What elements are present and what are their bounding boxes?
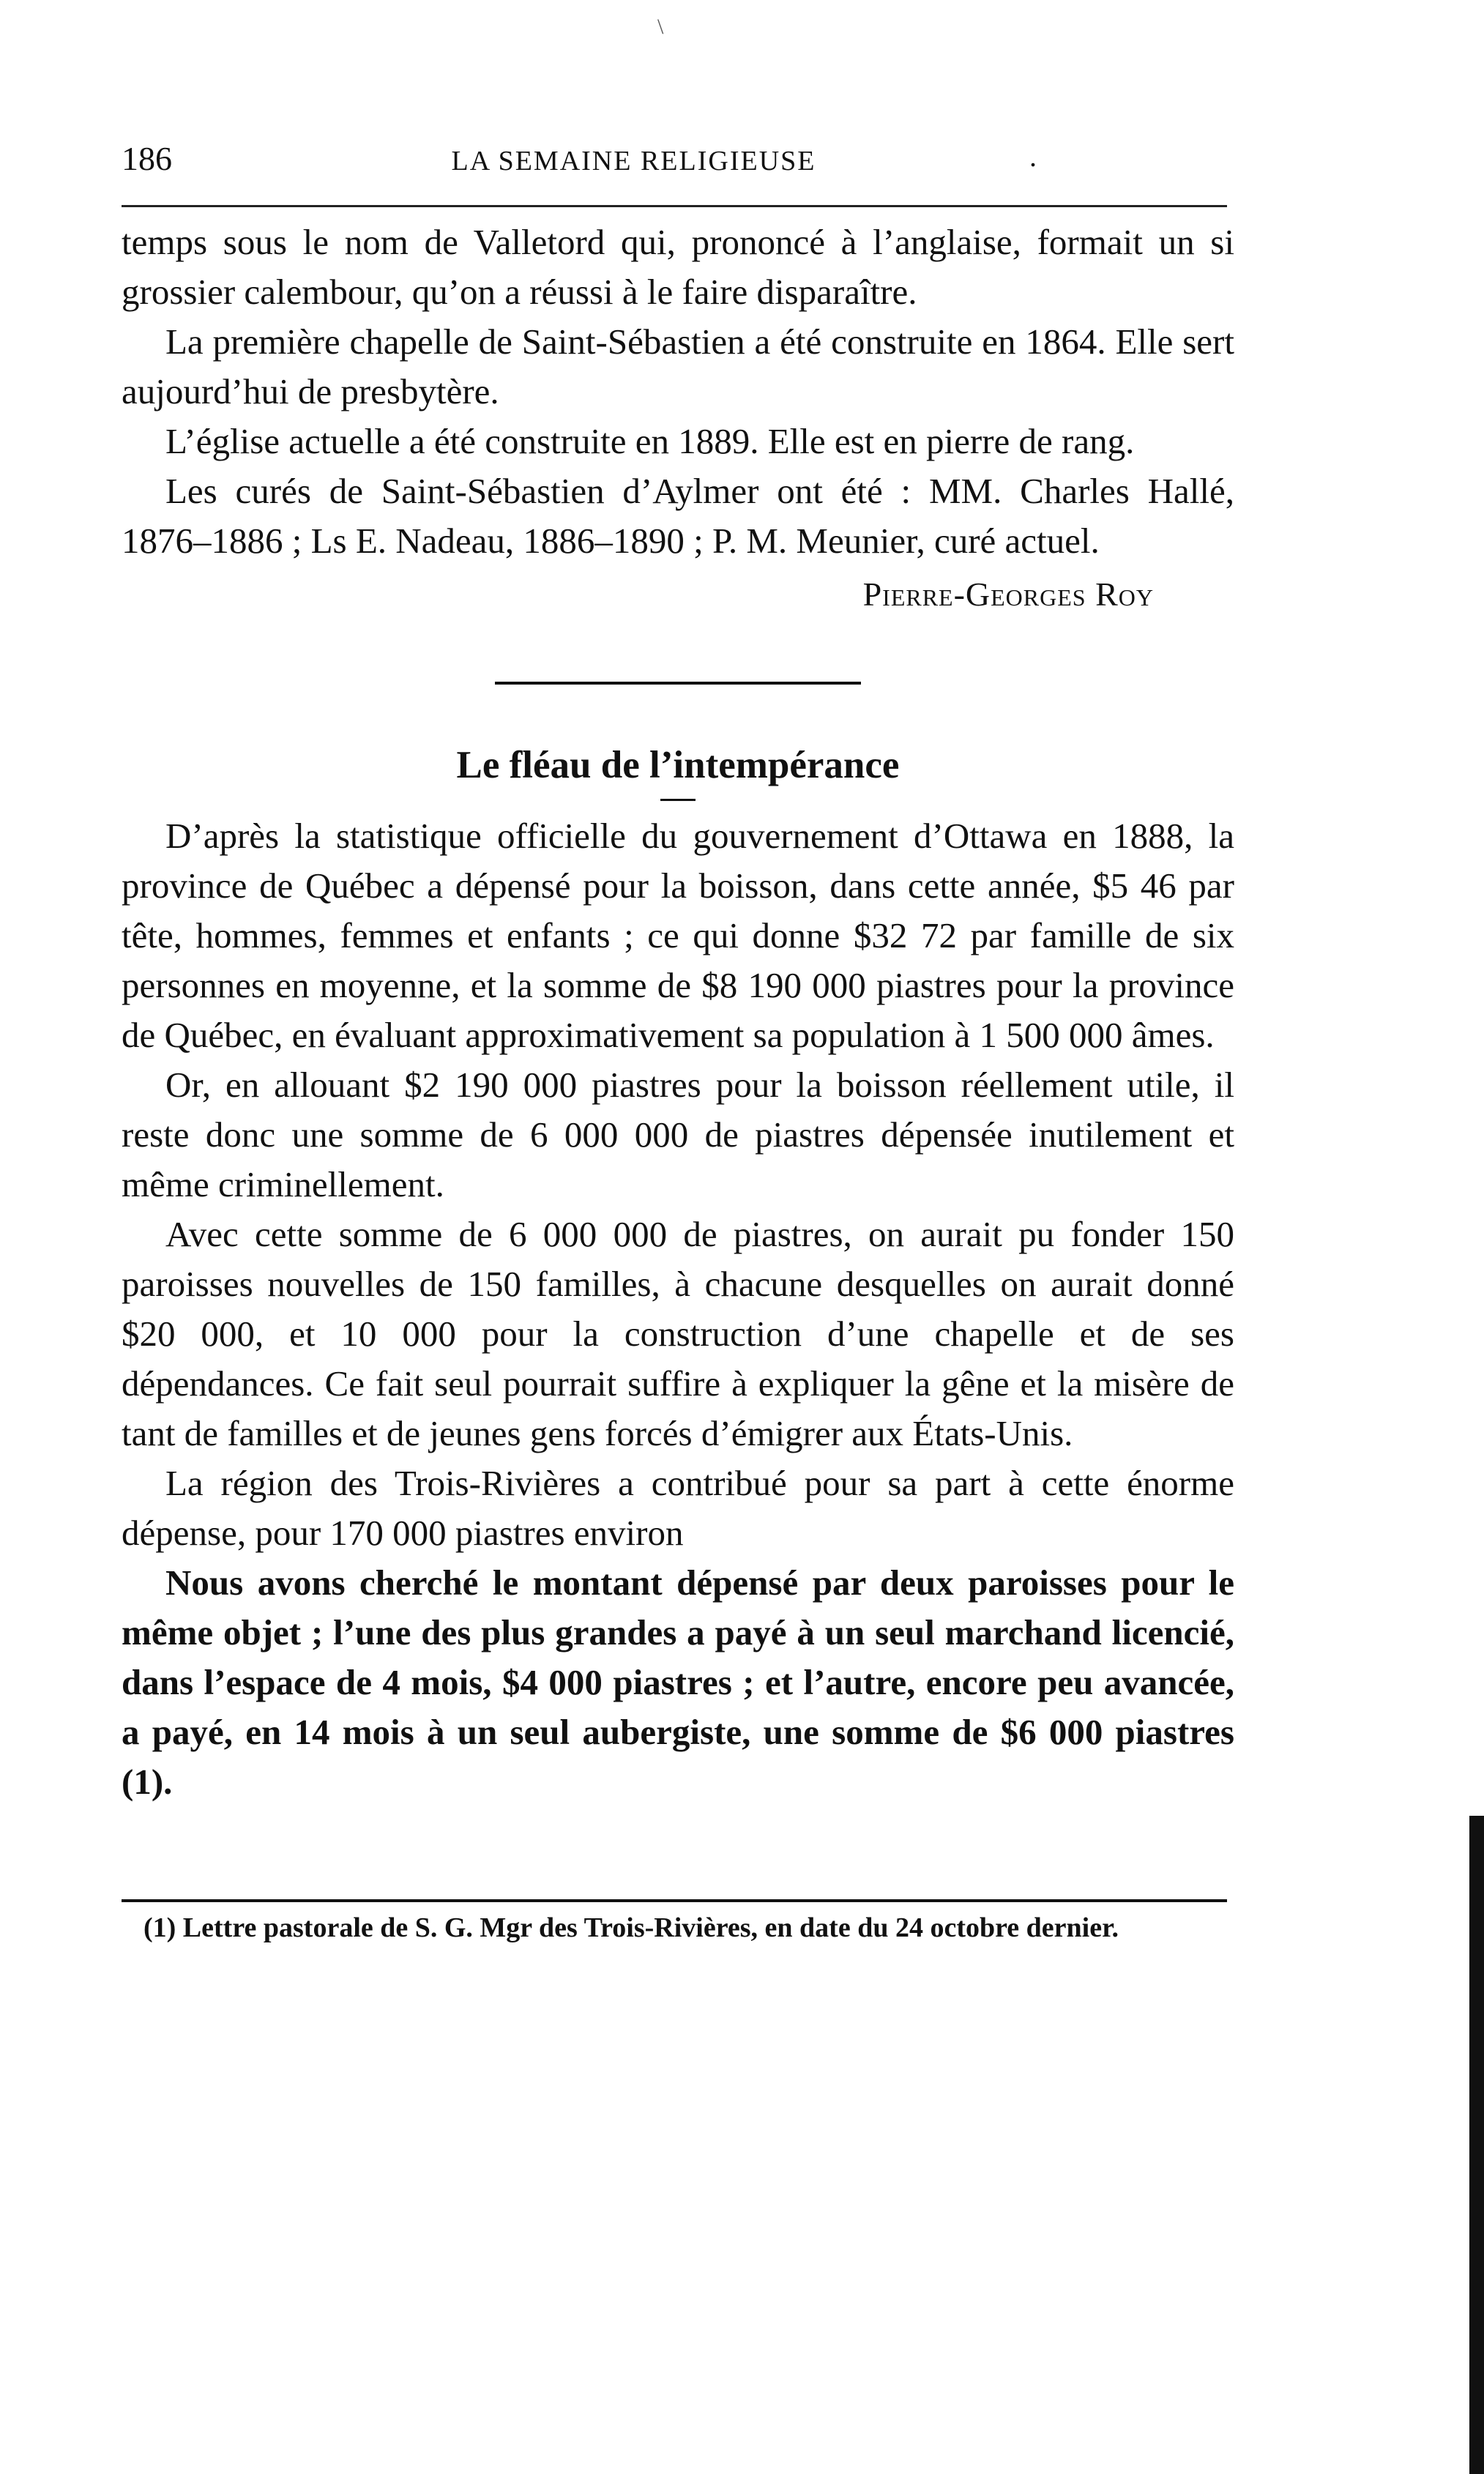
article-body	[122, 811, 1234, 1807]
article-title: Le fléau de l’intempérance	[456, 744, 900, 786]
paragraph: La région des Trois-Rivières a contribué pour sa part à cette énorme dépense, pour 170 000 piastres environ	[122, 1463, 1234, 1553]
paragraph: L’église actuelle a été construite en 1889. Elle est en pierre de rang.	[165, 421, 1135, 461]
section-divider	[495, 682, 861, 685]
article-continuation	[122, 217, 1234, 620]
footnote: (1) Lettre pastorale de S. G. Mgr des Trois-Rivières, en date du 24 octobre dernier.	[143, 1912, 1119, 1943]
paragraph: Avec cette somme de 6 000 000 de piastres, on aurait pu fonder 150 paroisses nouvelles de 150 familles, à chacune desquelles on aurait donné $20 000, et 10 000 pour la construction d’une chapelle et de ses dépendances. Ce fait seul pourrait suffire à expliquer la gêne et la misère de tant de familles et de jeunes gens forcés d’émigrer aux États-Unis.	[122, 1214, 1234, 1453]
paragraph: D’après la statistique officielle du gouvernement d’Ottawa en 1888, la province de Québec a dépensé pour la boisson, dans cette année, $5 46 par tête, hommes, femmes et enfants ; ce qui donne $32 72 par famille de six personnes en moyenne, et la somme de $8 190 000 piastres pour la province de Québec, en évaluant approximativement sa population à 1 500 000 âmes.	[122, 816, 1234, 1055]
header-rule	[122, 205, 1227, 207]
paragraph: Or, en allouant $2 190 000 piastres pour la boisson réellement utile, il reste donc une somme de 6 000 000 de piastres dépensée inutilement et même criminellement.	[122, 1065, 1234, 1204]
author-signature: Pierre-Georges Roy	[862, 575, 1154, 613]
paragraph: Nous avons cherché le montant dépensé par deux paroisses pour le même objet ; l’une des plus grandes a payé à un seul marchand licencié, dans l’espace de 4 mois, $4 000 piastres ; et l’autre, encore peu avancée, a payé, en 14 mois à un seul aubergiste, une somme de $6 000 piastres (1).	[122, 1562, 1234, 1802]
paragraph: La première chapelle de Saint-Sébastien a été construite en 1864. Elle sert aujourd’hui de presbytère.	[122, 321, 1234, 411]
running-header	[122, 139, 1234, 190]
title-dash	[660, 799, 696, 801]
running-title: LA SEMAINE RELIGIEUSE	[451, 146, 816, 176]
footnote-rule	[122, 1899, 1227, 1902]
page	[122, 139, 1234, 1945]
paragraph: Les curés de Saint-Sébastien d’Aylmer ont été : MM. Charles Hallé, 1876–1886 ; Ls E. Nadeau, 1886–1890 ; P. M. Meunier, curé actuel.	[122, 471, 1234, 561]
page-number: 186	[122, 140, 172, 177]
header-mark: .	[1029, 140, 1037, 173]
scan-edge-shadow	[1469, 1816, 1484, 2474]
paragraph: temps sous le nom de Valletord qui, prononcé à l’anglaise, formait un si grossier calembour, qu’on a réussi à le faire disparaître.	[122, 222, 1234, 312]
speck-mark: \	[657, 15, 664, 39]
